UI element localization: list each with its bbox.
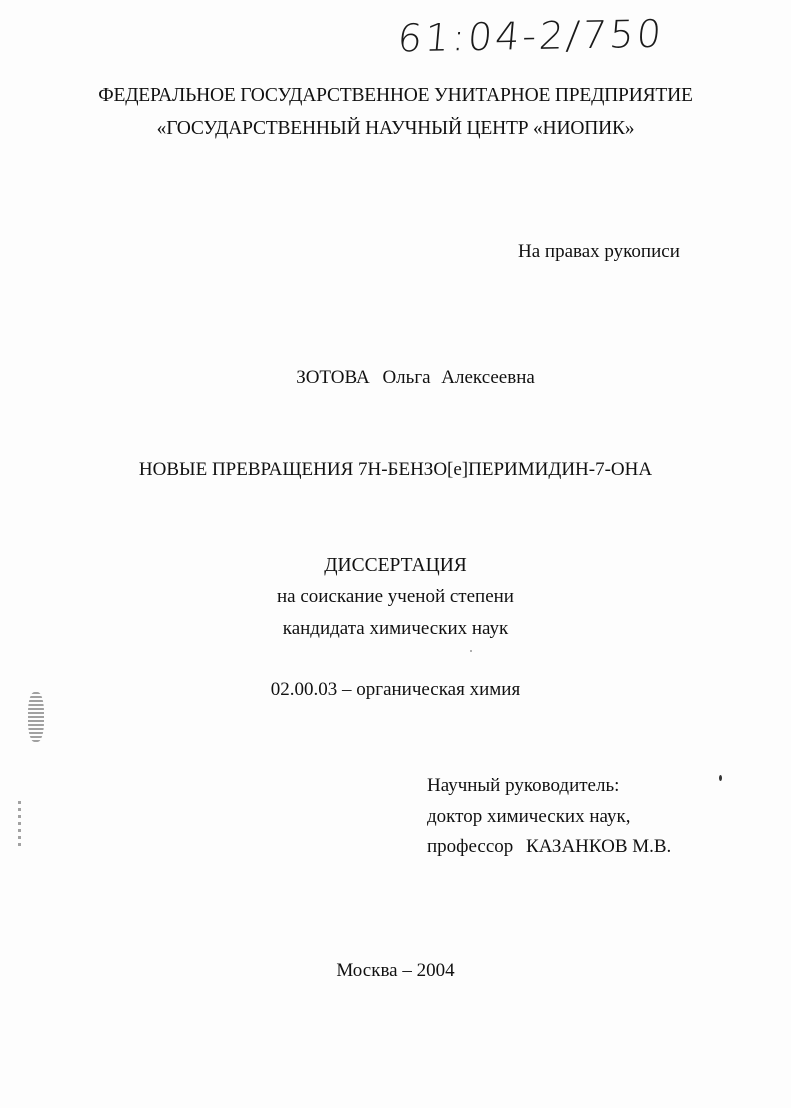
scan-dot [470, 650, 472, 652]
author-patronymic: Алексеевна [441, 367, 535, 388]
scan-dot [719, 775, 722, 781]
document-type: ДИССЕРТАЦИЯ [324, 555, 467, 576]
author-surname: ЗОТОВА [296, 367, 370, 388]
specialty: 02.00.03 – органическая химия [270, 679, 521, 700]
scan-edge-marks [18, 800, 21, 846]
organization-line-2: «ГОСУДАРСТВЕННЫЙ НАУЧНЫЙ ЦЕНТР «НИОПИК» [156, 118, 635, 139]
advisor-name-line [427, 836, 671, 858]
rights-note: На правах рукописи [518, 241, 680, 262]
scan-smudge [28, 692, 44, 742]
author-name [0, 367, 791, 389]
thesis-title: НОВЫЕ ПРЕВРАЩЕНИЯ 7Н-БЕНЗО[е]ПЕРИМИДИН-7-ОНА [138, 459, 653, 480]
advisor-title: профессор [427, 836, 514, 857]
handwritten-archive-code: 61:04-2/750 [395, 11, 666, 61]
degree-line-2: кандидата химических наук [282, 618, 509, 639]
advisor-name: КАЗАНКОВ М.В. [526, 836, 672, 857]
organization-line-1: ФЕДЕРАЛЬНОЕ ГОСУДАРСТВЕННОЕ УНИТАРНОЕ ПРЕДПРИЯТИЕ [98, 85, 693, 106]
advisor-degree: доктор химических наук, [427, 806, 631, 827]
degree-line-1: на соискание ученой степени [277, 586, 514, 607]
advisor-label: Научный руководитель: [427, 775, 620, 796]
author-given-name: Ольга [382, 367, 431, 388]
place-year: Москва – 2004 [336, 960, 455, 981]
